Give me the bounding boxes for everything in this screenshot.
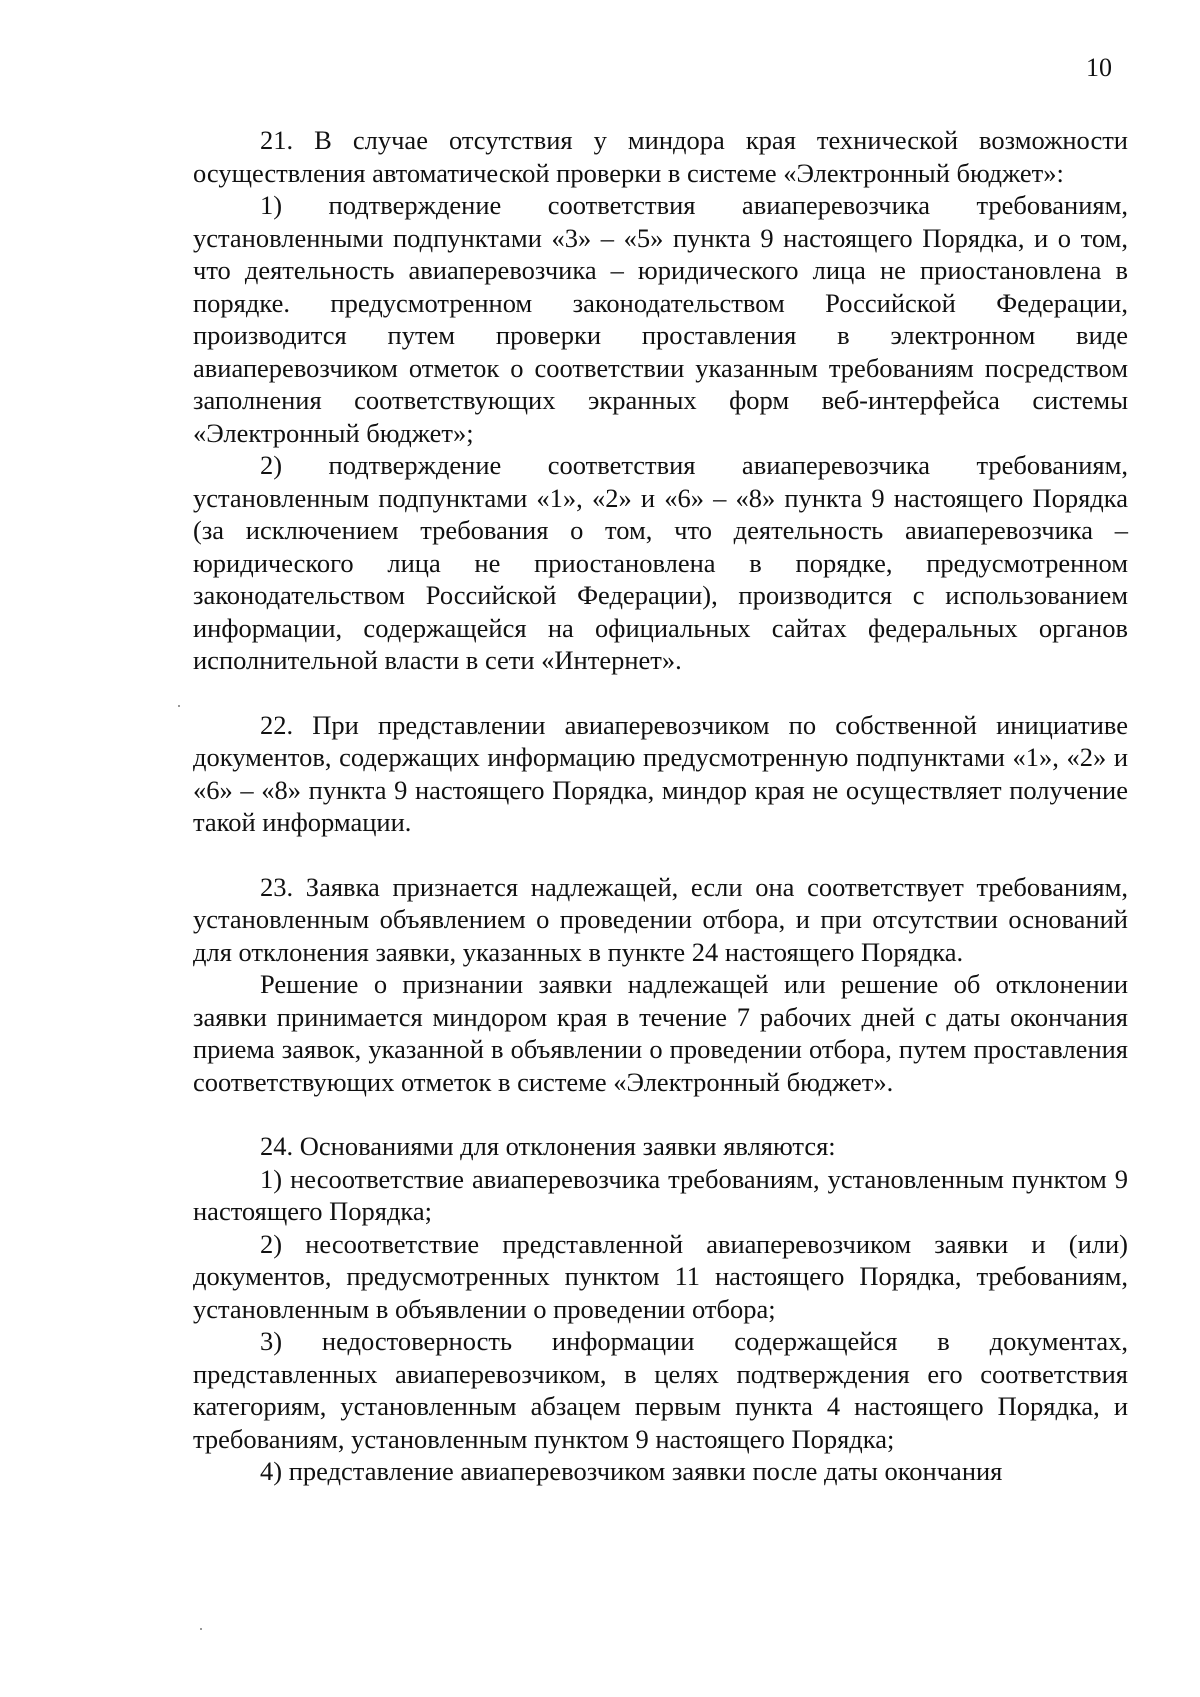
- page-number: 10: [1086, 53, 1112, 82]
- paragraph-21-item-2: 2) подтверждение соответствия авиаперевозчика требованиям, установленным подпунктами «1», «2» и «6» – «8» пункта 9 настоящего Порядка (за исключением требования о том, что деятельность авиаперевозчика – юридического лица не приостановлена в порядке, предусмотренном законодательством Российской Федерации), производится с использованием информации, содержащейся на официальных сайтах федеральных органов исполнительной власти в сети «Интернет».: [193, 450, 1128, 675]
- paragraph-23: 23. Заявка признается надлежащей, если она соответствует требованиям, установленным объявлением о проведении отбора, и при отсутствии оснований для отклонения заявки, указанных в пункте 24 настоящего Порядка.: [193, 871, 1128, 967]
- scan-speck: [178, 705, 180, 707]
- paragraph-22: 22. При представлении авиаперевозчиком по собственной инициативе документов, содержащих информацию предусмотренную подпунктами «1», «2» и «6» – «8» пункта 9 настоящего Порядка, миндор края не осуществляет получение такой информации.: [193, 709, 1128, 837]
- paragraph-23-decision: Решение о признании заявки надлежащей или решение об отклонении заявки принимается миндором края в течение 7 рабочих дней с даты окончания приема заявок, указанной в объявлении о проведении отбора, путем проставления соответствующих отметок в системе «Электронный бюджет».: [193, 969, 1128, 1097]
- document-body: [193, 124, 1128, 1488]
- paragraph-24-item-3: 3) недостоверность информации содержащейся в документах, представленных авиаперевозчиком, в целях подтверждения его соответствия категориям, установленным абзацем первым пункта 4 настоящего Порядка, и требованиям, установленным пунктом 9 настоящего Порядка;: [193, 1326, 1128, 1454]
- scan-speck: [200, 1628, 202, 1630]
- paragraph-24-item-4: 4) представление авиаперевозчиком заявки после даты окончания: [260, 1456, 1003, 1486]
- paragraph-24-item-2: 2) несоответствие представленной авиаперевозчиком заявки и (или) документов, предусмотренных пунктом 11 настоящего Порядка, требованиям, установленным в объявлении о проведении отбора;: [193, 1228, 1128, 1324]
- paragraph-24-item-1: 1) несоответствие авиаперевозчика требованиям, установленным пунктом 9 настоящего Порядка;: [193, 1163, 1128, 1226]
- paragraph-21: 21. В случае отсутствия у миндора края технической возможности осуществления автоматической проверки в системе «Электронный бюджет»:: [193, 125, 1128, 188]
- paragraph-24: 24. Основаниями для отклонения заявки являются:: [260, 1131, 836, 1161]
- paragraph-21-item-1: 1) подтверждение соответствия авиаперевозчика требованиям, установленными подпунктами «3» – «5» пункта 9 настоящего Порядка, и о том, что деятельность авиаперевозчика – юридического лица не приостановлена в порядке. предусмотренном законодательством Российской Федерации, производится путем проверки проставления в электронном виде авиаперевозчиком отметок о соответствии указанным требованиям посредством заполнения соответствующих экранных форм веб-интерфейса системы «Электронный бюджет»;: [193, 190, 1128, 448]
